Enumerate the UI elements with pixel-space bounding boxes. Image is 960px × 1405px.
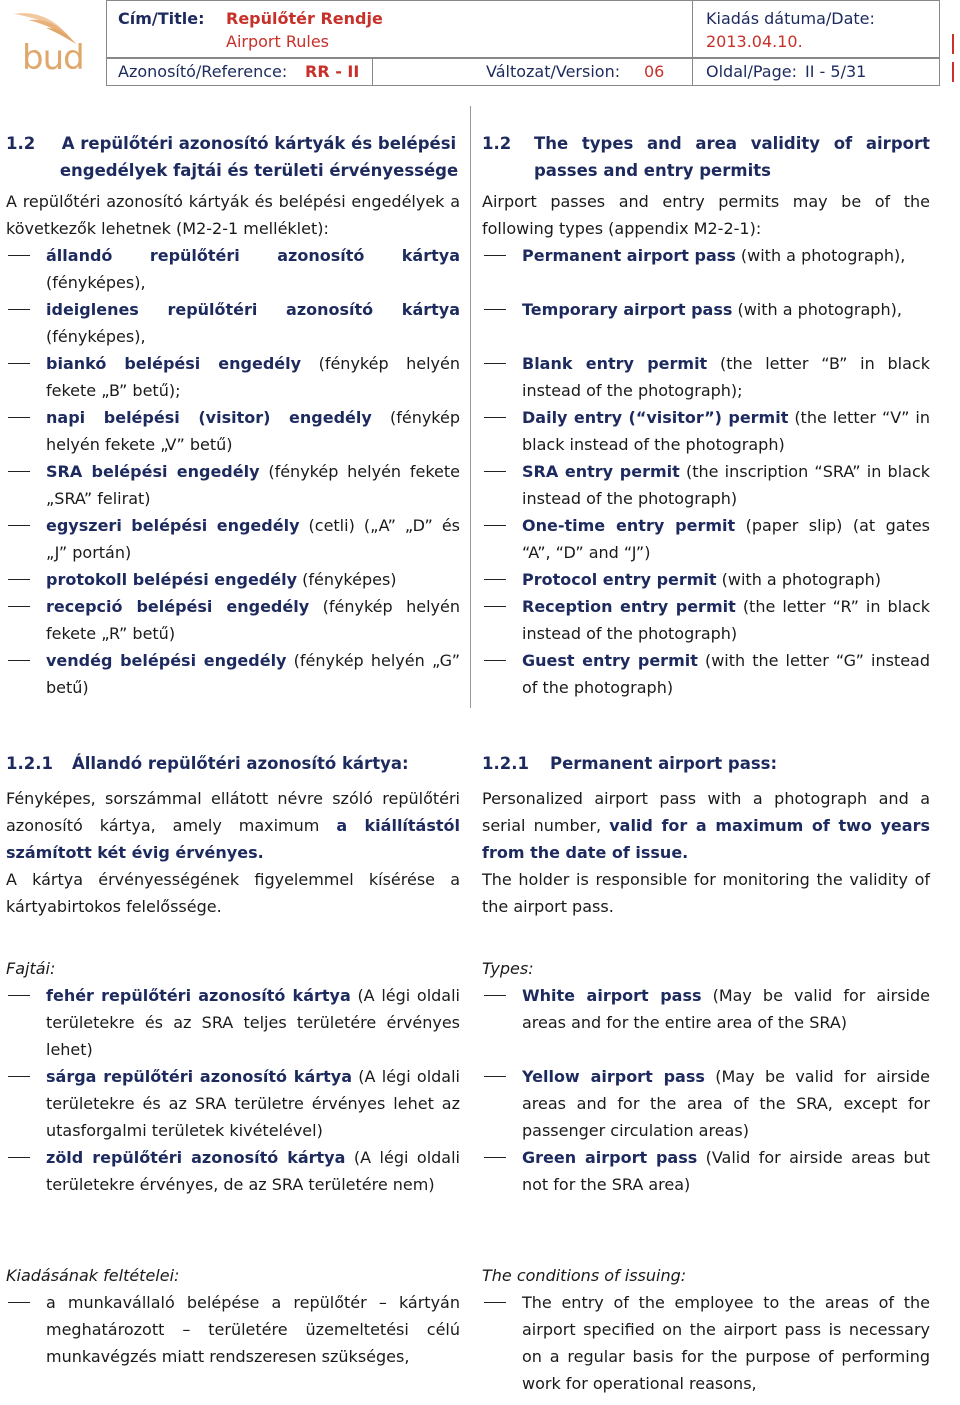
list-item [6, 1144, 460, 1198]
list-item-text [46, 566, 460, 593]
section-number: 1.2 [482, 134, 512, 153]
list-item-text [46, 982, 460, 1063]
list-item [482, 404, 930, 458]
validity-text: valid for a maximum of two years from the date of issue. [482, 816, 930, 862]
permit-list [482, 242, 930, 701]
dash-bullet-icon [6, 1289, 46, 1370]
item-detail: (with a photograph) [716, 570, 882, 589]
section-1-2-hu [6, 130, 460, 701]
section-heading [6, 130, 460, 184]
list-item [6, 404, 460, 458]
list-item-text [522, 404, 930, 458]
dash-bullet-icon [482, 242, 522, 269]
list-item [482, 296, 930, 323]
types-label: Fajtái: [6, 959, 56, 978]
dash-bullet-icon [482, 1144, 522, 1198]
conditions-label: Kiadásának feltételei: [6, 1266, 180, 1285]
dash-bullet-icon [482, 593, 522, 647]
conditions-list [482, 1289, 930, 1397]
item-detail: (cetli) („A” „D” és „J” portán) [46, 516, 461, 562]
list-item-text [46, 512, 460, 566]
subsection-title: Állandó repülőtéri azonosító kártya: [72, 754, 409, 773]
dash-bullet-icon [6, 566, 46, 593]
subsection-number: 1.2.1 [6, 754, 53, 773]
subsection-title: Permanent airport pass: [550, 754, 778, 773]
description-text: Fényképes, sorszámmal ellátott névre szóló repülőtéri azonosító kártya, amely maximum [6, 789, 460, 835]
item-term: egyszeri belépési engedély [46, 516, 300, 535]
responsibility-text: The holder is responsible for monitoring the validity of the airport pass. [482, 870, 930, 916]
item-term: Blank entry permit [522, 354, 708, 373]
list-item-text [522, 1144, 930, 1198]
item-detail: (Valid for airside areas but not for the SRA area) [522, 1148, 930, 1194]
validity-text: a kiállítástól számított két évig érvényes. [6, 816, 461, 862]
dash-bullet-icon [6, 647, 46, 701]
list-item-text [522, 350, 930, 404]
item-term: zöld repülőtéri azonosító kártya [46, 1148, 346, 1167]
item-term: biankó belépési engedély [46, 354, 302, 373]
conditions-label: The conditions of issuing: [482, 1266, 687, 1285]
revision-mark [952, 34, 954, 54]
list-item [6, 647, 460, 701]
item-term: Daily entry (“visitor”) permit [522, 408, 789, 427]
list-item [482, 593, 930, 647]
dash-bullet-icon [6, 404, 46, 458]
list-item-text [46, 296, 460, 350]
dash-bullet-icon [6, 242, 46, 296]
header-divider [692, 0, 693, 86]
dash-bullet-icon [6, 982, 46, 1063]
dash-bullet-icon [482, 1063, 522, 1144]
column-separator [470, 106, 471, 708]
item-detail: (May be valid for airside areas and for the entire area of the SRA) [522, 986, 930, 1032]
list-item-text [46, 647, 460, 701]
title-label: Cím/Title: [118, 9, 205, 28]
subsection-heading [482, 750, 930, 777]
dash-bullet-icon [6, 1063, 46, 1144]
item-term: protokoll belépési engedély [46, 570, 298, 589]
item-term: One-time entry permit [522, 516, 736, 535]
item-detail: (fénykép helyén „G” betű) [46, 651, 460, 697]
list-item [6, 1063, 460, 1144]
item-detail: (with the letter “G” instead of the photograph) [522, 651, 930, 697]
reference-label: Azonosító/Reference: [118, 62, 288, 81]
list-item-text [522, 458, 930, 512]
list-item-text [522, 1289, 930, 1397]
list-item [482, 458, 930, 512]
item-term: SRA entry permit [522, 462, 680, 481]
section-heading [482, 130, 930, 184]
list-item [6, 1289, 460, 1370]
reference-value: RR - II [305, 62, 360, 81]
item-detail: (A légi oldali területekre és az SRA teljes területére érvényes lehet) [46, 986, 460, 1059]
list-item [6, 242, 460, 296]
list-item [6, 350, 460, 404]
dash-bullet-icon [6, 350, 46, 404]
item-detail: (the letter “V” in black instead of the photograph) [522, 408, 930, 454]
item-term: Temporary airport pass [522, 300, 733, 319]
subsection-number: 1.2.1 [482, 754, 529, 773]
item-term: ideiglenes repülőtéri azonosító kártya [46, 300, 460, 319]
logo-text: bud [22, 38, 84, 78]
list-item [482, 1063, 930, 1144]
dash-bullet-icon [482, 1289, 522, 1397]
list-item-text [46, 1063, 460, 1144]
list-item [6, 982, 460, 1063]
header-divider [372, 58, 373, 86]
section-1-2-en [482, 130, 930, 701]
item-detail: The entry of the employee to the areas of the airport specified on the airport pass is necessary on a regular basis for the purpose of performing work for operational reasons, [522, 1293, 930, 1393]
item-detail: (May be valid for airside areas and for the area of the SRA, except for passenger circulation areas) [522, 1067, 930, 1140]
types-label: Types: [482, 959, 534, 978]
dash-bullet-icon [482, 566, 522, 593]
conditions-list [6, 1289, 460, 1370]
section-intro: A repülőtéri azonosító kártyák és belépési engedélyek a következők lehetnek (M2-2-1 melléklet): [6, 192, 460, 238]
list-item [482, 1289, 930, 1397]
list-item-text [522, 1063, 930, 1144]
description-text: Personalized airport pass with a photograph and a serial number, [482, 789, 930, 835]
item-detail: (fénykép helyén fekete „SRA” felirat) [46, 462, 460, 508]
item-term: Yellow airport pass [522, 1067, 705, 1086]
item-detail: (A légi oldali területekre és az SRA területre érvényes lehet az utasforgalmi területek kivételével) [46, 1067, 460, 1140]
list-item [6, 566, 460, 593]
list-item-text [522, 593, 930, 647]
list-item-text [522, 512, 930, 566]
item-detail: (fénykép helyén fekete „R” betű) [46, 597, 460, 643]
item-term: fehér repülőtéri azonosító kártya [46, 986, 351, 1005]
dash-bullet-icon [482, 512, 522, 566]
item-term: recepció belépési engedély [46, 597, 310, 616]
item-detail: (the inscription “SRA” in black instead of the photograph) [522, 462, 931, 508]
list-item-text [46, 593, 460, 647]
list-item [482, 982, 930, 1036]
revision-mark [952, 62, 954, 82]
dash-bullet-icon [482, 982, 522, 1036]
pass-types-list [482, 982, 930, 1198]
pass-description [6, 785, 460, 866]
document-header [0, 0, 940, 86]
item-term: vendég belépési engedély [46, 651, 287, 670]
item-term: Permanent airport pass [522, 246, 736, 265]
subsection-heading [6, 750, 460, 777]
section-number: 1.2 [6, 134, 36, 153]
page-value: II - 5/31 [805, 62, 867, 81]
page-label: Oldal/Page: [706, 62, 797, 81]
list-item-text [46, 1144, 460, 1198]
section-1-2-1-hu [6, 750, 460, 1370]
list-item [482, 350, 930, 404]
list-item [6, 512, 460, 566]
item-term: sárga repülőtéri azonosító kártya [46, 1067, 353, 1086]
dash-bullet-icon [6, 512, 46, 566]
item-term: Reception entry permit [522, 597, 736, 616]
item-term: Protocol entry permit [522, 570, 717, 589]
item-detail: (fénykép helyén fekete „V” betű) [46, 408, 460, 454]
list-item-text [46, 242, 460, 296]
list-item [6, 296, 460, 350]
item-detail: (A légi oldali területekre érvényes, de az SRA területére nem) [46, 1148, 460, 1194]
list-item-text [522, 242, 930, 269]
list-item [482, 566, 930, 593]
item-detail: (fénykép helyén fekete „B” betű); [46, 354, 461, 400]
item-term: Green airport pass [522, 1148, 698, 1167]
dash-bullet-icon [6, 296, 46, 350]
title-hu: Repülőtér Rendje [226, 9, 383, 28]
item-detail: a munkavállaló belépése a repülőtér – kártyán meghatározott – területére üzemeltetési célú munkavégzés miatt rendszeresen szükséges, [46, 1293, 460, 1366]
dash-bullet-icon [482, 350, 522, 404]
pass-types-list [6, 982, 460, 1198]
title-en: Airport Rules [226, 32, 330, 51]
bud-logo [0, 0, 106, 86]
list-item [482, 647, 930, 701]
dash-bullet-icon [482, 647, 522, 701]
item-term: SRA belépési engedély [46, 462, 260, 481]
dash-bullet-icon [482, 296, 522, 323]
section-title: The types and area validity of airport passes and entry permits [534, 134, 930, 180]
dash-bullet-icon [6, 593, 46, 647]
list-item [482, 512, 930, 566]
section-1-2-1-en [482, 750, 930, 1397]
item-detail: (fényképes), [46, 327, 146, 346]
item-term: White airport pass [522, 986, 702, 1005]
item-detail: (paper slip) (at gates “A”, “D” and “J”) [522, 516, 930, 562]
list-item-text [46, 1289, 460, 1370]
pass-description [482, 785, 930, 866]
item-term: Guest entry permit [522, 651, 698, 670]
responsibility-text: A kártya érvényességének figyelemmel kísérése a kártyabirtokos felelőssége. [6, 870, 460, 916]
item-detail: (with a photograph), [735, 246, 906, 265]
list-item [6, 458, 460, 512]
item-detail: (the letter “B” in black instead of the photograph); [522, 354, 930, 400]
dash-bullet-icon [482, 458, 522, 512]
list-item [482, 1144, 930, 1198]
item-detail: (the letter “R” in black instead of the photograph) [522, 597, 931, 643]
list-item-text [522, 296, 930, 323]
list-item-text [46, 404, 460, 458]
dash-bullet-icon [6, 458, 46, 512]
dash-bullet-icon [6, 1144, 46, 1198]
list-item [482, 242, 930, 269]
list-item-text [522, 566, 930, 593]
list-item-text [46, 458, 460, 512]
section-title: A repülőtéri azonosító kártyák és belépési engedélyek fajtái és területi érvényessége [59, 134, 459, 180]
dash-bullet-icon [482, 404, 522, 458]
section-intro: Airport passes and entry permits may be of the following types (appendix M2-2-1): [482, 192, 930, 238]
version-label: Változat/Version: [486, 62, 621, 81]
version-value: 06 [644, 62, 665, 81]
item-term: állandó repülőtéri azonosító kártya [46, 246, 460, 265]
list-item [6, 593, 460, 647]
item-detail: (fényképes), [46, 273, 146, 292]
permit-list [6, 242, 460, 701]
item-detail: (with a photograph), [732, 300, 902, 319]
item-term: napi belépési (visitor) engedély [46, 408, 372, 427]
item-detail: (fényképes) [297, 570, 397, 589]
date-label: Kiadás dátuma/Date: [706, 9, 875, 28]
list-item-text [522, 647, 930, 701]
list-item-text [522, 982, 930, 1036]
date-value: 2013.04.10. [706, 32, 803, 51]
list-item-text [46, 350, 460, 404]
